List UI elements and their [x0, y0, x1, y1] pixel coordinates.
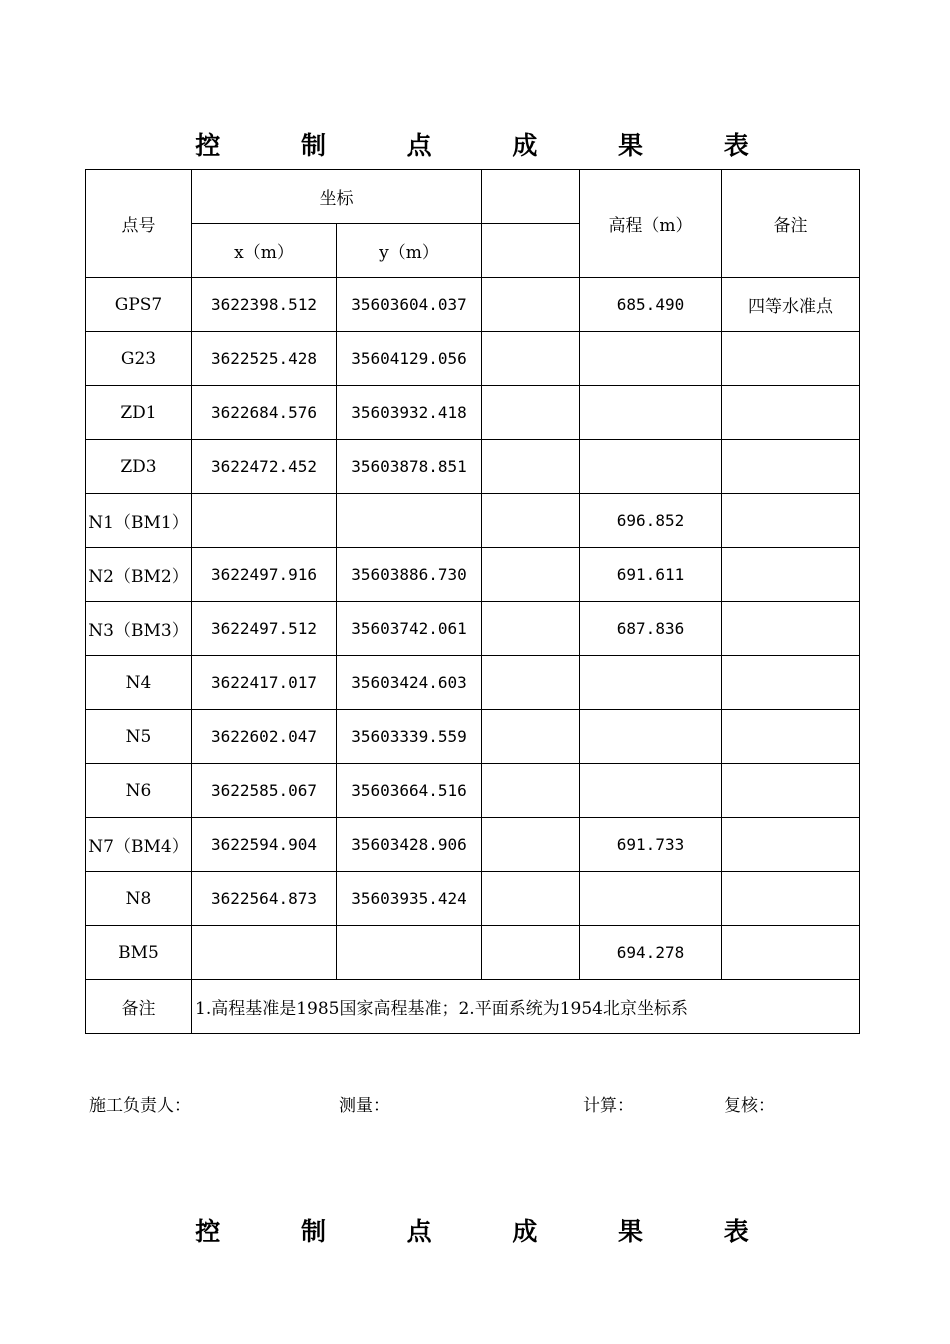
header-x: x（m）	[192, 224, 337, 278]
point-cell: N8	[86, 872, 192, 926]
x-cell: 3622472.452	[192, 440, 337, 494]
y-cell	[337, 494, 482, 548]
x-cell	[192, 926, 337, 980]
point-cell: N4	[86, 656, 192, 710]
blank-cell	[482, 386, 580, 440]
remark-cell: 四等水准点	[722, 278, 860, 332]
y-cell: 35603604.037	[337, 278, 482, 332]
x-cell: 3622398.512	[192, 278, 337, 332]
sig-check: 复核：	[724, 1096, 775, 1116]
remark-cell	[722, 710, 860, 764]
x-cell: 3622684.576	[192, 386, 337, 440]
remark-cell	[722, 818, 860, 872]
elevation-cell: 687.836	[580, 602, 722, 656]
blank-cell	[482, 764, 580, 818]
y-cell: 35603339.559	[337, 710, 482, 764]
footer-note-text: 1.高程基准是1985国家高程基准；2.平面系统为1954北京坐标系	[192, 980, 860, 1034]
blank-cell	[482, 710, 580, 764]
table-row	[86, 818, 860, 872]
table-row	[86, 278, 860, 332]
remark-cell	[722, 764, 860, 818]
y-cell: 35603932.418	[337, 386, 482, 440]
point-cell: G23	[86, 332, 192, 386]
point-cell: N6	[86, 764, 192, 818]
header-remark: 备注	[722, 170, 860, 278]
point-cell: N5	[86, 710, 192, 764]
point-cell: N1（BM1）	[86, 494, 192, 548]
table-row	[86, 602, 860, 656]
footer-note-row	[86, 980, 860, 1034]
blank-cell	[482, 872, 580, 926]
table-row	[86, 764, 860, 818]
footer-note-label: 备注	[86, 980, 192, 1034]
y-cell: 35604129.056	[337, 332, 482, 386]
header-row	[86, 170, 860, 224]
point-cell: N2（BM2）	[86, 548, 192, 602]
sig-survey: 测量：	[339, 1096, 390, 1116]
x-cell: 3622564.873	[192, 872, 337, 926]
remark-cell	[722, 872, 860, 926]
table-row	[86, 440, 860, 494]
elevation-cell: 696.852	[580, 494, 722, 548]
header-blank	[482, 170, 580, 224]
remark-cell	[722, 656, 860, 710]
y-cell: 35603424.603	[337, 656, 482, 710]
blank-cell	[482, 332, 580, 386]
x-cell: 3622497.916	[192, 548, 337, 602]
y-cell: 35603878.851	[337, 440, 482, 494]
header-y: y（m）	[337, 224, 482, 278]
header-coord: 坐标	[192, 170, 482, 224]
control-point-table	[85, 169, 860, 1034]
point-cell: N3（BM3）	[86, 602, 192, 656]
elevation-cell: 691.611	[580, 548, 722, 602]
remark-cell	[722, 332, 860, 386]
point-cell: GPS7	[86, 278, 192, 332]
elevation-cell	[580, 872, 722, 926]
sig-calc: 计算：	[583, 1096, 634, 1116]
y-cell: 35603886.730	[337, 548, 482, 602]
blank-cell	[482, 656, 580, 710]
next-page-title: 控 制 点 成 果 表	[195, 1217, 785, 1246]
table-row	[86, 872, 860, 926]
y-cell: 35603742.061	[337, 602, 482, 656]
table-row	[86, 926, 860, 980]
elevation-cell	[580, 386, 722, 440]
elevation-cell	[580, 332, 722, 386]
blank-cell	[482, 494, 580, 548]
blank-cell	[482, 926, 580, 980]
point-cell: ZD1	[86, 386, 192, 440]
remark-cell	[722, 926, 860, 980]
x-cell: 3622602.047	[192, 710, 337, 764]
elevation-cell	[580, 656, 722, 710]
point-cell: ZD3	[86, 440, 192, 494]
blank-cell	[482, 548, 580, 602]
elevation-cell	[580, 710, 722, 764]
table-row	[86, 332, 860, 386]
elevation-cell	[580, 764, 722, 818]
x-cell: 3622497.512	[192, 602, 337, 656]
elevation-cell: 685.490	[580, 278, 722, 332]
y-cell: 35603664.516	[337, 764, 482, 818]
y-cell	[337, 926, 482, 980]
page-title: 控 制 点 成 果 表	[195, 131, 785, 160]
x-cell: 3622585.067	[192, 764, 337, 818]
table-row	[86, 548, 860, 602]
table-row	[86, 710, 860, 764]
table-row	[86, 656, 860, 710]
x-cell: 3622594.904	[192, 818, 337, 872]
remark-cell	[722, 602, 860, 656]
elevation-cell: 694.278	[580, 926, 722, 980]
blank-cell	[482, 602, 580, 656]
point-cell: N7（BM4）	[86, 818, 192, 872]
table-row	[86, 386, 860, 440]
x-cell: 3622417.017	[192, 656, 337, 710]
blank-cell	[482, 818, 580, 872]
table-row	[86, 494, 860, 548]
blank-cell	[482, 278, 580, 332]
x-cell: 3622525.428	[192, 332, 337, 386]
header-point-no: 点号	[86, 170, 192, 278]
elevation-cell	[580, 440, 722, 494]
point-cell: BM5	[86, 926, 192, 980]
remark-cell	[722, 386, 860, 440]
y-cell: 35603428.906	[337, 818, 482, 872]
remark-cell	[722, 440, 860, 494]
remark-cell	[722, 494, 860, 548]
sig-manager: 施工负责人：	[89, 1096, 191, 1116]
x-cell	[192, 494, 337, 548]
y-cell: 35603935.424	[337, 872, 482, 926]
remark-cell	[722, 548, 860, 602]
elevation-cell: 691.733	[580, 818, 722, 872]
header-blank-2	[482, 224, 580, 278]
header-elevation: 高程（m）	[580, 170, 722, 278]
blank-cell	[482, 440, 580, 494]
